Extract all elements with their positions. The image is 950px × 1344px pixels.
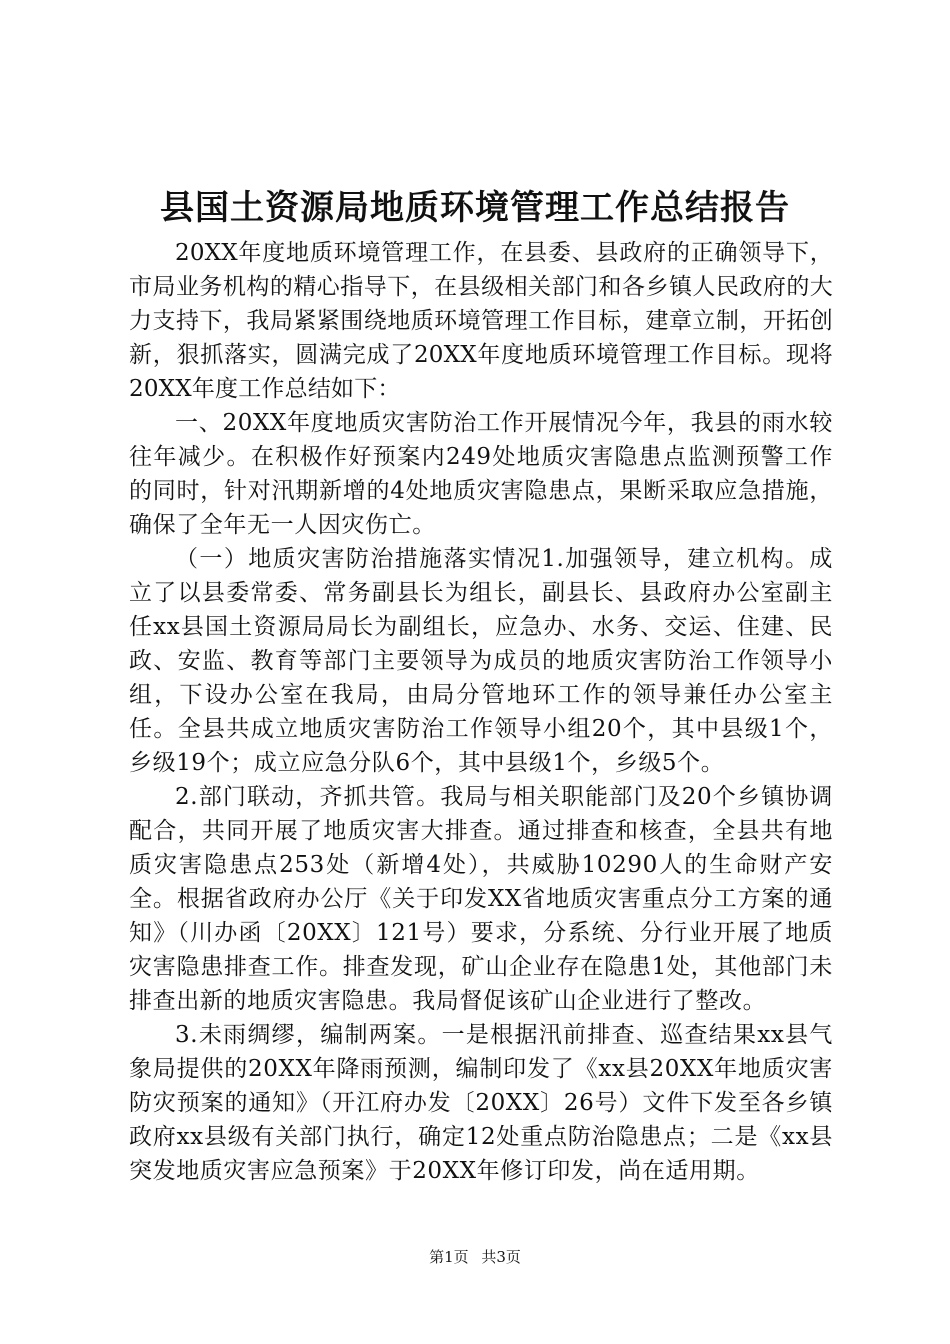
page-number: 第1页 [429, 1248, 469, 1266]
paragraph-item-2: 2.部门联动，齐抓共管。我局与相关职能部门及20个乡镇协调配合，共同开展了地质灾害大排查。通过排查和核查，全县共有地质灾害隐患点253处（新增4处），共威胁10290人的生命财产安全。根据省政府办公厅《关于印发XX省地质灾害重点分工方案的通知》（川办函〔20XX〕121号）要求，分系统、分行业开展了地质灾害隐患排查工作。排查发现，矿山企业存在隐患1处，其他部门未排查出新的地质灾害隐患。我局督促该矿山企业进行了整改。 [129, 784, 833, 1014]
paragraph-section-1: 一、20XX年度地质灾害防治工作开展情况今年，我县的雨水较往年减少。在积极作好预案内249处地质灾害隐患点监测预警工作的同时，针对汛期新增的4处地质灾害隐患点，果断采取应急措施，确保了全年无一人因灾伤亡。 [129, 410, 833, 538]
document-body [129, 236, 833, 1188]
document-title: 县国土资源局地质环境管理工作总结报告 [160, 188, 790, 228]
page-footer [0, 1247, 950, 1267]
paragraph-subsection-1: （一）地质灾害防治措施落实情况1.加强领导，建立机构。成立了以县委常委、常务副县长为组长，副县长、县政府办公室副主任xx县国土资源局局长为副组长，应急办、水务、交运、住建、民政、安监、教育等部门主要领导为成员的地质灾害防治工作领导小组，下设办公室在我局，由局分管地环工作的领导兼任办公室主任。全县共成立地质灾害防治工作领导小组20个，其中县级1个，乡级19个；成立应急分队6个，其中县级1个，乡级5个。 [129, 546, 833, 776]
paragraph-item-3: 3.未雨绸缪，编制两案。一是根据汛前排查、巡查结果xx县气象局提供的20XX年降雨预测，编制印发了《xx县20XX年地质灾害防灾预案的通知》（开江府办发〔20XX〕26号）文件下发至各乡镇政府xx县级有关部门执行，确定12处重点防治隐患点；二是《xx县突发地质灾害应急预案》于20XX年修订印发，尚在适用期。 [129, 1022, 833, 1184]
paragraph-intro: 20XX年度地质环境管理工作，在县委、县政府的正确领导下，市局业务机构的精心指导下，在县级相关部门和各乡镇人民政府的大力支持下，我局紧紧围绕地质环境管理工作目标，建章立制，开拓创新，狠抓落实，圆满完成了20XX年度地质环境管理工作目标。现将20XX年度工作总结如下： [129, 240, 833, 402]
page-total: 共3页 [481, 1248, 521, 1266]
